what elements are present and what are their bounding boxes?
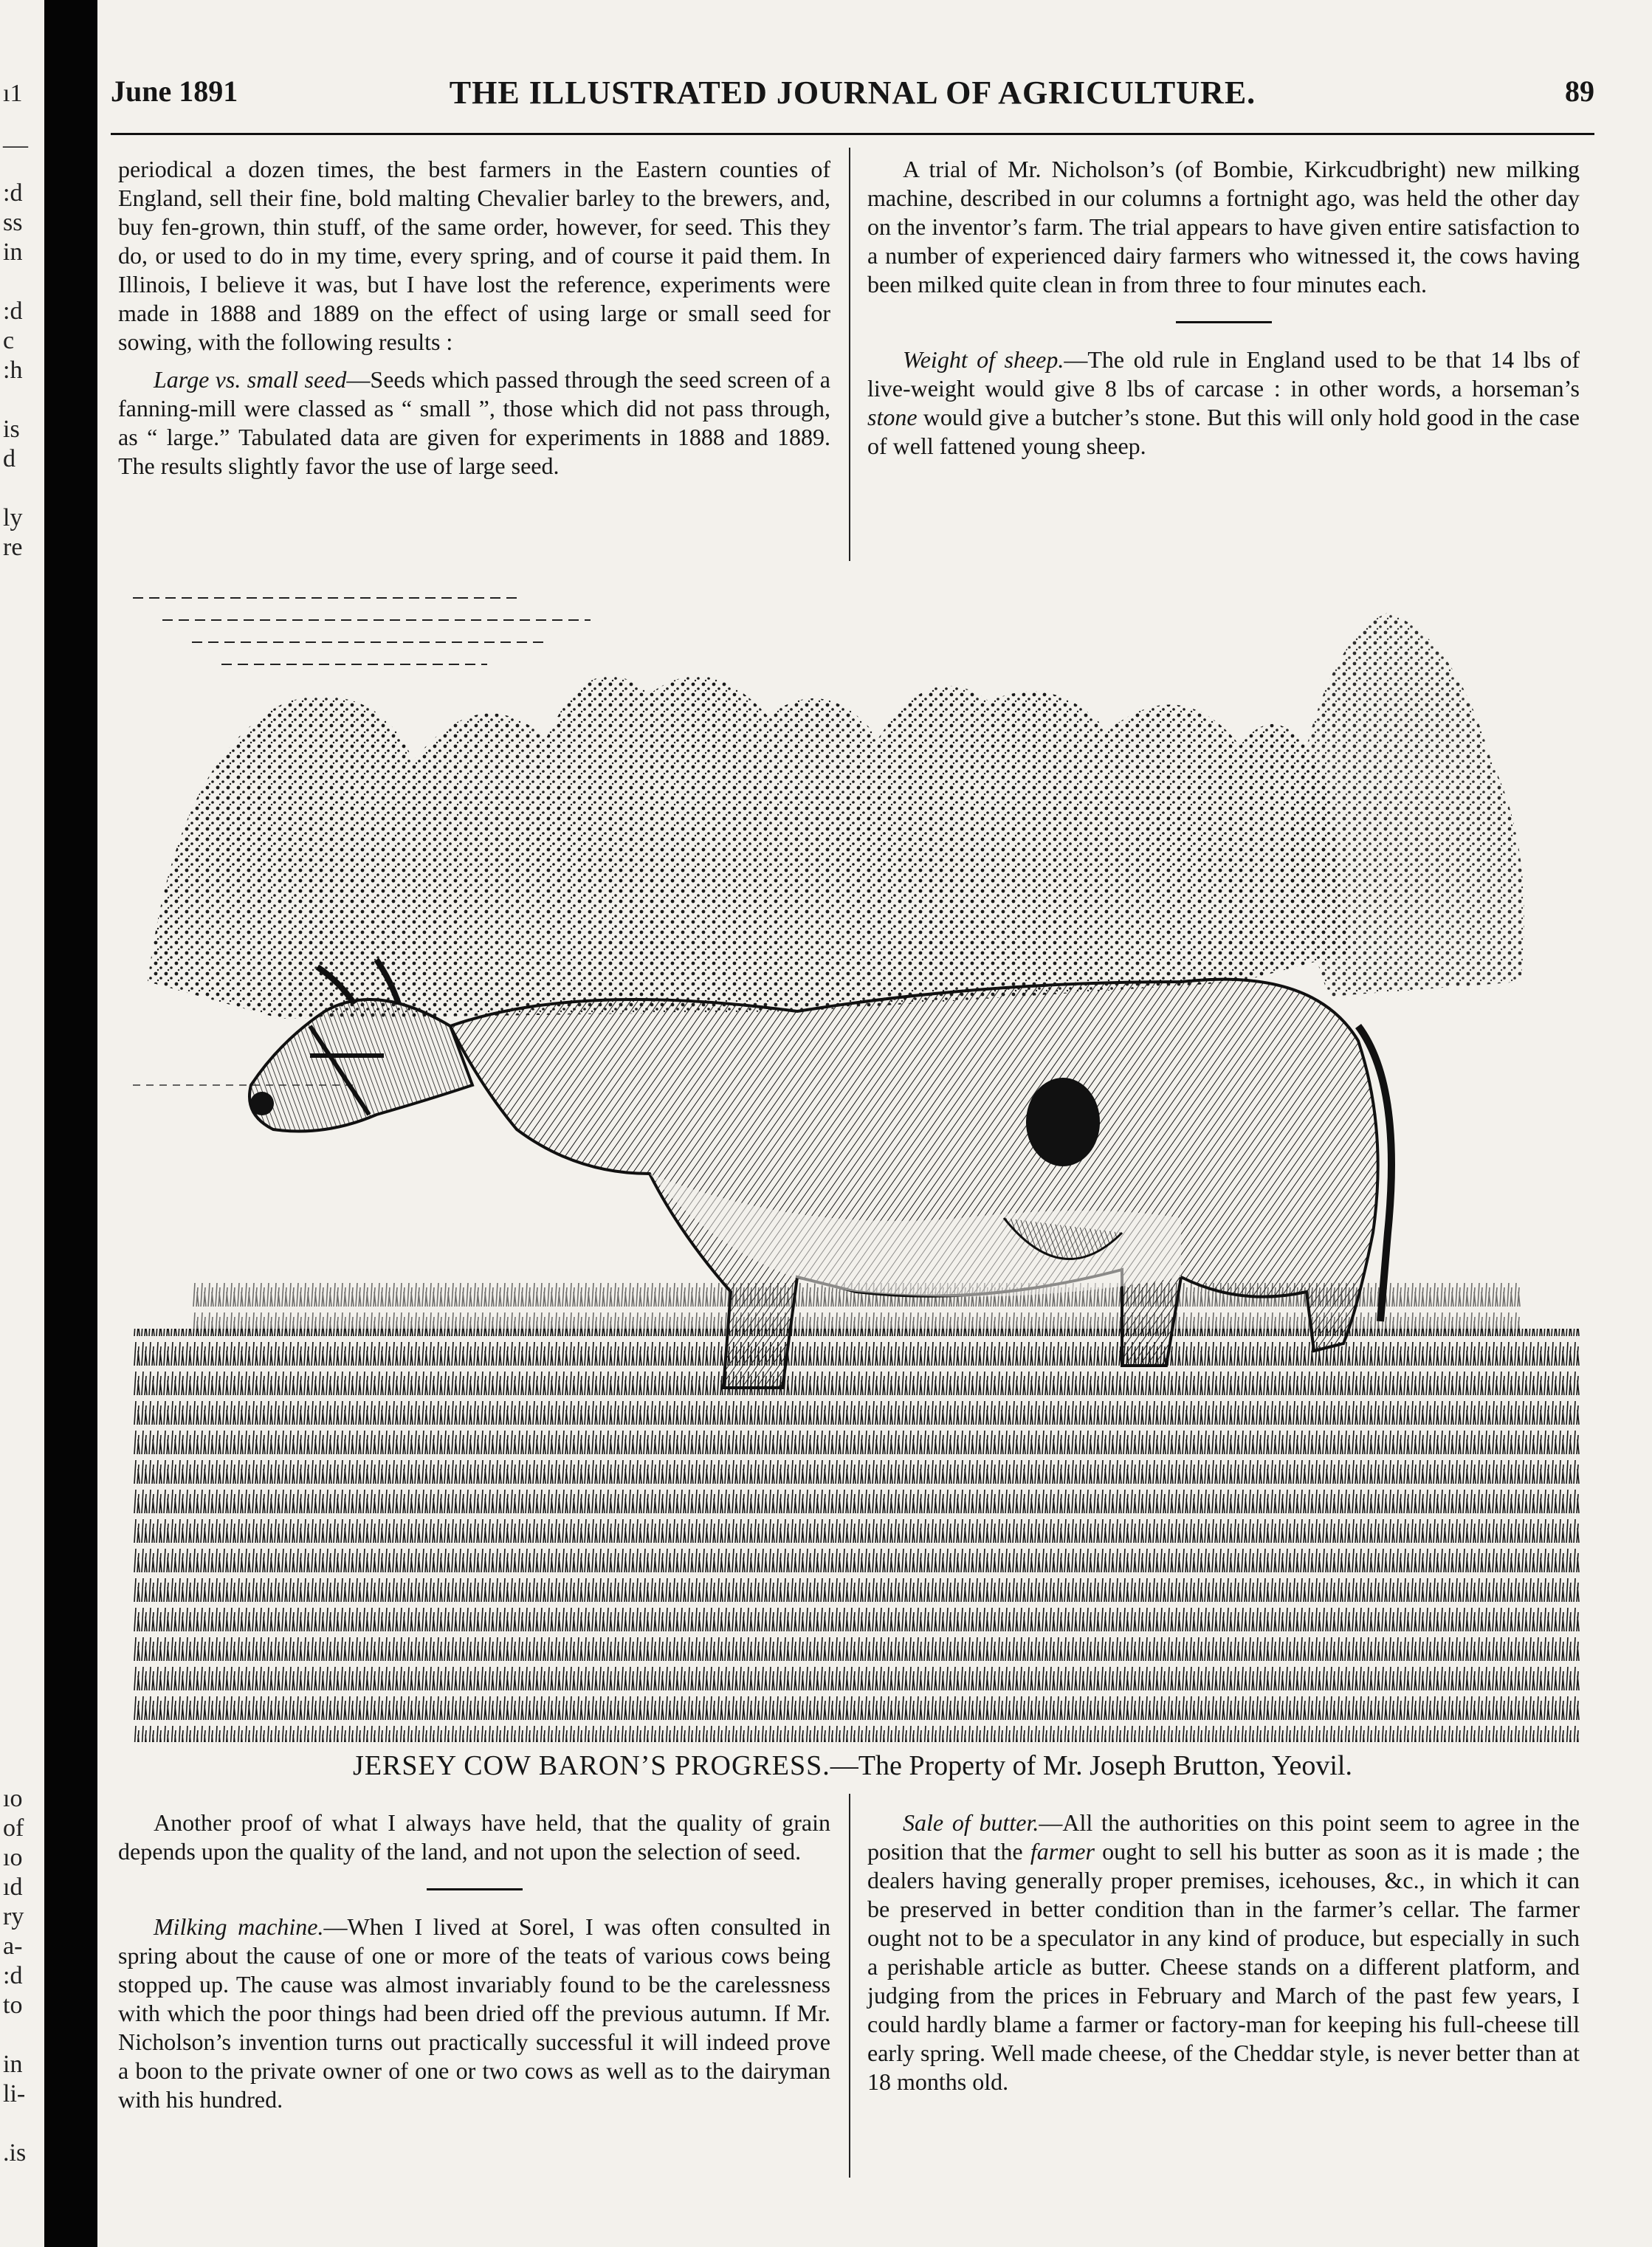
section-rule xyxy=(1176,321,1272,323)
paragraph xyxy=(867,345,1580,461)
margin-fragment: ry xyxy=(3,1903,24,1930)
margin-fragment: ı1 xyxy=(3,80,23,107)
margin-fragment: :h xyxy=(3,357,23,384)
margin-fragment: ss xyxy=(3,209,23,236)
paragraph-heading: Sale of butter. xyxy=(903,1809,1039,1836)
binding-shadow xyxy=(44,0,97,2247)
issue-date: June 1891 xyxy=(111,75,238,108)
margin-fragment: .is xyxy=(3,2139,27,2167)
margin-fragment: ıd xyxy=(3,1873,23,1901)
bottom-right-column xyxy=(867,1809,1580,2105)
paragraph-text: —When I lived at Sorel, I was often consulted in spring about the cause of one or more of the teats of various cows being stopped up. The cause was almost invariably found to be the carelessness with which the poor things had been dried off the previous autumn. If Mr. Nicholson’s invention turns out practically successful it will indeed prove a boon to the private owner of one or two cows as well as to the dairyman with his hundred. xyxy=(118,1913,831,2113)
column-divider xyxy=(849,148,850,561)
header-rule xyxy=(111,133,1594,135)
margin-fragment: d xyxy=(3,445,16,472)
paragraph-text: would give a butcher’s stone. But this will only hold good in the case of well fattened young sheep. xyxy=(867,404,1580,459)
section-rule xyxy=(427,1888,523,1890)
paragraph-heading: Weight of sheep. xyxy=(903,346,1064,373)
clouds xyxy=(133,598,591,664)
paragraph xyxy=(867,1809,1580,2096)
paragraph: Another proof of what I always have held, that the quality of grain depends upon the quality of the land, and not upon the selection of seed. xyxy=(118,1809,830,1865)
margin-fragment: :d xyxy=(3,1962,23,1989)
paragraph-text: —The old rule in England used to be that 14 lbs of live-weight would give 8 lbs of carcase : in other words, a horseman’s xyxy=(867,346,1580,402)
caption-text: —The Property of Mr. Joseph Brutton, Yeovil. xyxy=(830,1750,1352,1781)
paragraph-text: —All the authorities on this point seem to agree in the position that the xyxy=(867,1809,1580,1865)
margin-fragment: li- xyxy=(3,2080,26,2107)
margin-fragment: :d xyxy=(3,297,23,325)
paragraph: periodical a dozen times, the best farmers in the Eastern counties of England, sell their fine, bold malting Chevalier barley to the brewers, and, buy fen-grown, thin stuff, of the same order, however, for seed. This they do, or used to do in my time, every spring, and of course it paid them. In Illinois, I believe it was, but I have lost the reference, experiments were made in 1888 and 1889 on the effect of using large or small seed for sowing, with the following results : xyxy=(118,156,830,355)
column-divider xyxy=(849,1794,850,2178)
margin-fragment: of xyxy=(3,1814,24,1842)
margin-fragment: in xyxy=(3,2051,23,2078)
running-head xyxy=(111,74,1594,118)
top-left-column xyxy=(118,155,830,489)
paragraph xyxy=(118,365,830,481)
margin-fragment: ıo xyxy=(3,1785,23,1812)
paragraph-text: ought to sell his butter as soon as it is made ; the dealers having generally proper premises, icehouses, &c., in which it can be preserved in better condition than in the farmer’s cellar. The farmer ought not to be a speculator in any kind of produce, but especially in such a perishable article as butter. Cheese stands on a different platform, and judging from the prices in February and March of the past few years, I could hardly blame a farmer or factory-man for keeping his full-cheese till early spring. Well made cheese, of the Cheddar style, is never better than at 18 months old. xyxy=(867,1838,1580,2095)
paragraph-text: —Seeds which passed through the seed screen of a fanning-mill were classed as “ small ”, those which did not pass through, as “ large.” Tabulated data are given for experiments in 1888 and 1889. The results slightly favor the use of large seed. xyxy=(118,366,831,479)
margin-fragment: re xyxy=(3,534,23,561)
margin-fragment: to xyxy=(3,1992,23,2019)
pasture-grass xyxy=(133,1329,1580,1742)
margin-fragment: c xyxy=(3,327,15,354)
margin-fragment: ıo xyxy=(3,1844,23,1871)
bottom-left-column xyxy=(118,1809,830,2123)
margin-fragment: a- xyxy=(3,1933,23,1960)
paragraph-heading: Large vs. small seed xyxy=(154,366,347,393)
emphasis: farmer xyxy=(1030,1838,1095,1865)
paragraph: A trial of Mr. Nicholson’s (of Bombie, Kirkcudbright) new milking machine, described in our columns a fortnight ago, was held the other day on the inventor’s farm. The trial appears to have given entire satisfaction to a number of experienced dairy farmers who witnessed it, the cows having been milked quite clean in from three to four minutes each. xyxy=(867,156,1580,297)
margin-fragment: is xyxy=(3,416,20,443)
margin-fragment: :d xyxy=(3,179,23,207)
margin-fragment: — xyxy=(3,131,28,159)
paragraph-heading: Milking machine. xyxy=(154,1913,324,1940)
paragraph xyxy=(118,1913,830,2114)
journal-title: THE ILLUSTRATED JOURNAL OF AGRICULTURE. xyxy=(449,75,1256,111)
top-right-column xyxy=(867,155,1580,469)
caption-title: JERSEY COW BARON’S PROGRESS. xyxy=(353,1750,830,1781)
illustration-caption xyxy=(111,1749,1594,1782)
margin-fragment: in xyxy=(3,238,23,266)
previous-page-margin xyxy=(0,0,44,2247)
margin-fragment: ly xyxy=(3,504,23,531)
background-trees xyxy=(148,613,1524,1019)
jersey-cow-engraving xyxy=(133,568,1580,1749)
emphasis: stone xyxy=(867,404,918,430)
page-number: 89 xyxy=(1565,75,1594,108)
